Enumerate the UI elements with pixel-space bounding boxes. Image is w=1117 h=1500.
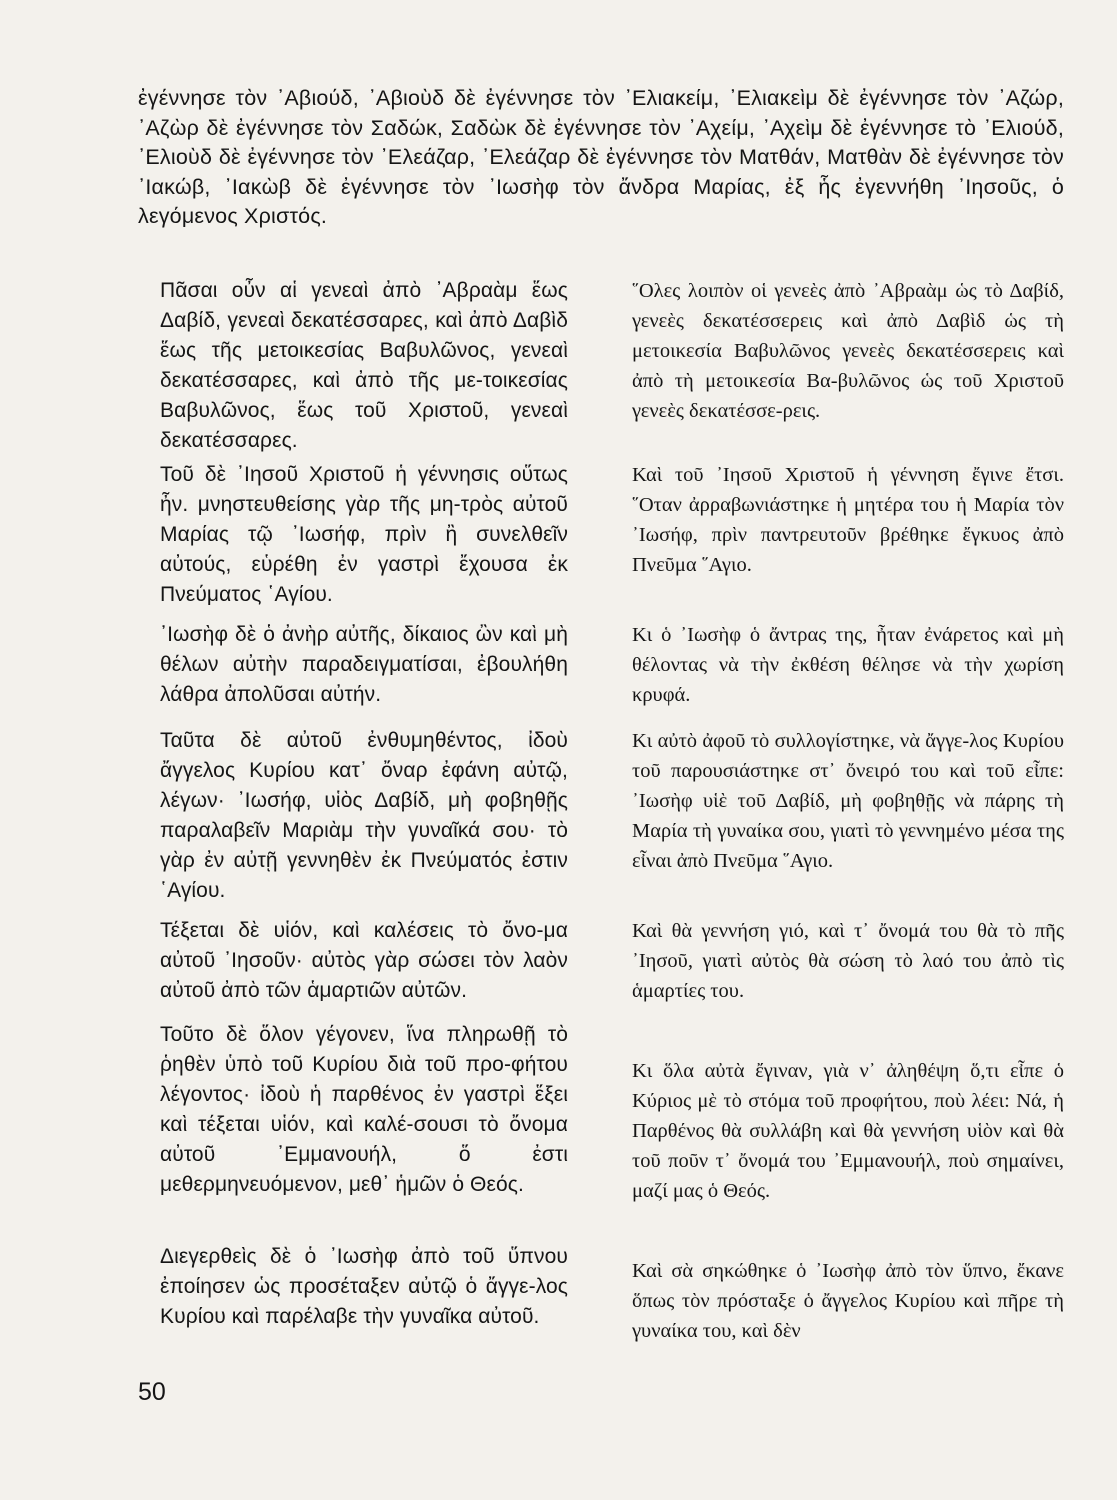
left-paragraph-4: Ταῦτα δὲ αὐτοῦ ἐνθυμηθέντος, ἰδοὺ ἄγγελος Κυρίου κατ᾿ ὄναρ ἐφάνη αὐτῷ, λέγων· ᾿Ιωσήφ, υἱὸς Δαβίδ, μὴ φοβηθῇς παραλαβεῖν Μαριὰμ τὴν γυναῖκά σου· τὸ γὰρ ἐν αὐτῇ γεννηθὲν ἐκ Πνεύματός ἐστιν ῾Αγίου. <box>160 729 568 902</box>
left-paragraph-5: Τέξεται δὲ υἱόν, καὶ καλέσεις τὸ ὄνο-μα αὐτοῦ ᾿Ιησοῦν· αὐτὸς γὰρ σώσει τὸν λαὸν αὐτοῦ ἀπὸ τῶν ἁμαρτιῶν αὐτῶν. <box>160 919 568 1002</box>
right-paragraph-2: Καὶ τοῦ ᾿Ιησοῦ Χριστοῦ ἡ γέννηση ἔγινε ἔτσι. ῞Οταν ἀρραβωνιάστηκε ἡ μητέρα του ἡ Μαρία τὸν ᾿Ιωσήφ, πρὶν παντρευτοῦν βρέθηκε ἔγκυος ἀπὸ Πνεῦμα ῞Αγιο. <box>632 464 1064 576</box>
left-paragraph-2: Τοῦ δὲ ᾿Ιησοῦ Χριστοῦ ἡ γέννησις οὕτως ἦν. μνηστευθείσης γὰρ τῆς μη-τρὸς αὐτοῦ Μαρίας τῷ ᾿Ιωσήφ, πρὶν ἢ συνελθεῖν αὐτούς, εὑρέθη ἐν γαστρὶ ἔχουσα ἐκ Πνεύματος ῾Αγίου. <box>160 463 568 606</box>
right-paragraph-1: ῞Ολες λοιπὸν οἱ γενεὲς ἀπὸ ᾿Αβραὰμ ὡς τὸ Δαβίδ, γενεὲς δεκατέσσερεις καὶ ἀπὸ Δαβὶδ ὡς τὴ μετοικεσία Βαβυλῶνος γενεὲς δεκατέσσερεις καὶ ἀπὸ τὴ μετοικεσία Βα-βυλῶνος ὡς τοῦ Χριστοῦ γενεὲς δεκατέσσε-ρεις. <box>632 280 1064 422</box>
right-paragraph-4: Κι αὐτὸ ἀφοῦ τὸ συλλογίστηκε, νὰ ἄγγε-λος Κυρίου τοῦ παρουσιάστηκε στ᾿ ὄνειρό του καὶ τοῦ εἶπε: ᾿Ιωσὴφ υἱὲ τοῦ Δαβίδ, μὴ φοβηθῇς νὰ πάρης τὴ Μαρία τὴ γυναίκα σου, γιατὶ τὸ γεννημένο μέσα της εἶναι ἀπὸ Πνεῦμα ῞Αγιο. <box>632 730 1064 872</box>
left-paragraph-1: Πᾶσαι οὖν αἱ γενεαὶ ἀπὸ ᾿Αβραὰμ ἕως Δαβίδ, γενεαὶ δεκατέσσαρες, καὶ ἀπὸ Δαβὶδ ἕως τῆς μετοικεσίας Βαβυλῶνος, γενεαὶ δεκατέσσαρες, καὶ ἀπὸ τῆς με-τοικεσίας Βαβυλῶνος, ἕως τοῦ Χριστοῦ, γενεαὶ δεκατέσσαρες. <box>160 279 568 452</box>
right-paragraph-6: Κι ὅλα αὐτὰ ἔγιναν, γιὰ ν᾿ ἀληθέψη ὅ,τι εἶπε ὁ Κύριος μὲ τὸ στόμα τοῦ προφήτου, ποὺ λέει: Νά, ἡ Παρθένος θὰ συλλάβη καὶ θὰ γεννήση υἱὸν καὶ θὰ τοῦ ποῦν τ᾿ ὄνομά του ᾿Εμμανουήλ, ποὺ σημαίνει, μαζί μας ὁ Θεός. <box>632 1060 1064 1202</box>
right-paragraph-5: Καὶ θὰ γεννήση γιό, καὶ τ᾿ ὄνομά του θὰ τὸ πῆς ᾿Ιησοῦ, γιατὶ αὐτὸς θὰ σώση τὸ λαό του ἀπὸ τὶς ἁμαρτίες του. <box>632 920 1064 1002</box>
left-paragraph-6: Τοῦτο δὲ ὅλον γέγονεν, ἵνα πληρωθῇ τὸ ῥηθὲν ὑπὸ τοῦ Κυρίου διὰ τοῦ προ-φήτου λέγοντος· ἰδοὺ ἡ παρθένος ἐν γαστρὶ ἕξει καὶ τέξεται υἱόν, καὶ καλέ-σουσι τὸ ὄνομα αὐτοῦ ᾿Εμμανουήλ, ὅ ἐστι μεθερμηνευόμενον, μεθ᾿ ἡμῶν ὁ Θεός. <box>160 1023 568 1196</box>
right-paragraph-3: Κι ὁ ᾿Ιωσὴφ ὁ ἄντρας της, ἦταν ἐνάρετος καὶ μὴ θέλοντας νὰ τὴν ἐκθέση θέλησε νὰ τὴν χωρίση κρυφά. <box>632 624 1064 706</box>
right-paragraph-7: Καὶ σὰ σηκώθηκε ὁ ᾿Ιωσὴφ ἀπὸ τὸν ὕπνο, ἔκανε ὅπως τὸν πρόσταξε ὁ ἄγγελος Κυρίου καὶ πῆρε τὴ γυναίκα του, καὶ δὲν <box>632 1260 1064 1342</box>
intro-paragraph: ἐγέννησε τὸν ᾿Αβιούδ, ᾿Αβιοὺδ δὲ ἐγέννησε τὸν ᾿Ελιακείμ, ᾿Ελιακεὶμ δὲ ἐγέννησε τὸν ᾿Αζώρ, ᾿Αζὼρ δὲ ἐγέννησε τὸν Σαδώκ, Σαδὼκ δὲ ἐγέννησε τὸν ᾿Αχείμ, ᾿Αχεὶμ δὲ ἐγέννησε τὸ ᾿Ελιούδ, ᾿Ελιοὺδ δὲ ἐγέννησε τὸν ᾿Ελεάζαρ, ᾿Ελεάζαρ δὲ ἐγέννησε τὸν Ματθάν, Ματθὰν δὲ ἐγέννησε τὸν ᾿Ιακώβ, ᾿Ιακὼβ δὲ ἐγέννησε τὸν ᾿Ιωσὴφ τὸν ἄνδρα Μαρίας, ἐξ ἧς ἐγεννήθη ᾿Ιησοῦς, ὁ λεγόμενος Χριστός. <box>138 86 1064 228</box>
left-paragraph-7: Διεγερθεὶς δὲ ὁ ᾿Ιωσὴφ ἀπὸ τοῦ ὕπνου ἐποίησεν ὡς προσέταξεν αὐτῷ ὁ ἄγγε-λος Κυρίου καὶ παρέλαβε τὴν γυναῖκα αὐτοῦ. <box>160 1245 568 1328</box>
left-paragraph-3: ᾿Ιωσὴφ δὲ ὁ ἀνὴρ αὐτῆς, δίκαιος ὢν καὶ μὴ θέλων αὐτὴν παραδειγματίσαι, ἐβουλήθη λάθρα ἀπολῦσαι αὐτήν. <box>160 623 568 706</box>
page-number: 50 <box>138 1378 166 1406</box>
